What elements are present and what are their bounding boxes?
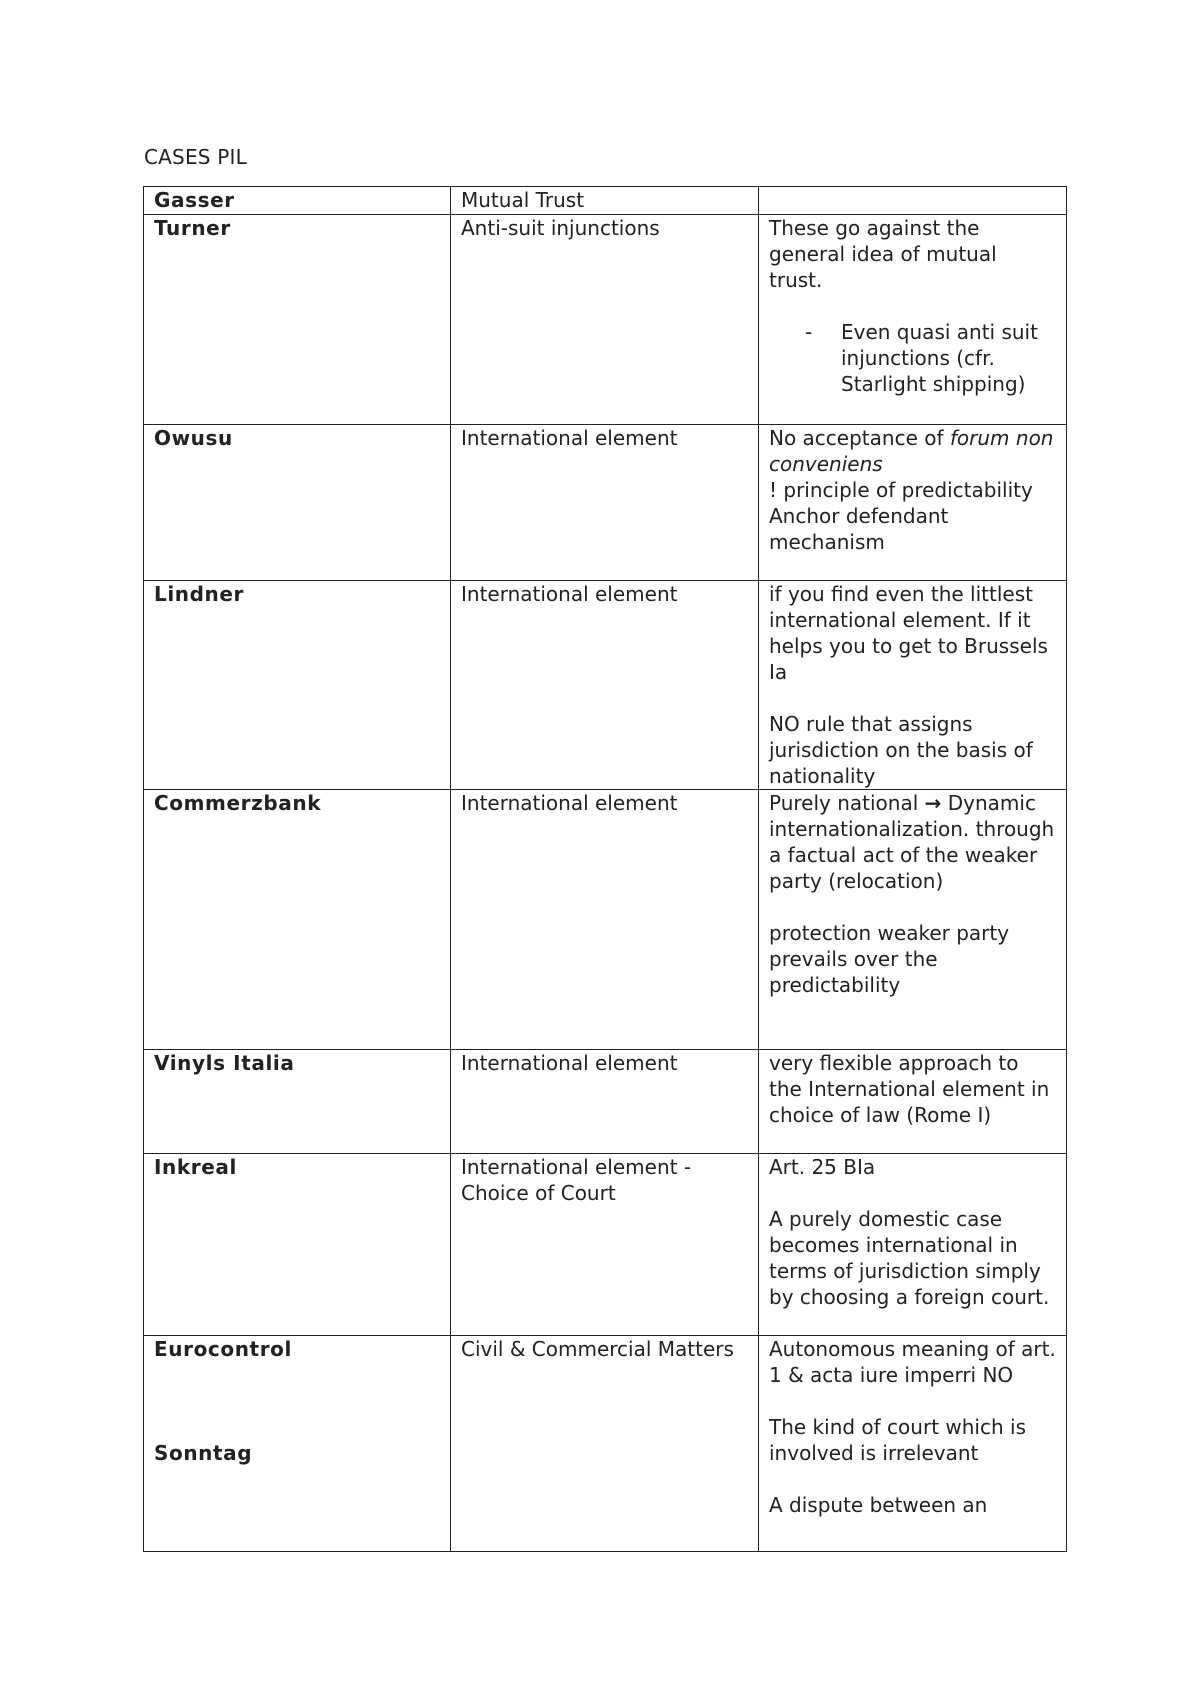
case-notes-paragraph: ! principle of predictability bbox=[769, 478, 1033, 502]
case-name-cell bbox=[144, 1154, 451, 1336]
case-name-cell bbox=[144, 187, 451, 215]
notes-cell bbox=[759, 581, 1067, 790]
notes-text: No acceptance of bbox=[769, 426, 950, 450]
case-notes-paragraph bbox=[769, 425, 1056, 477]
notes-text: Dynamic internationalization. through a factual act of the weaker party (relocation) bbox=[769, 791, 1055, 893]
topic-cell bbox=[451, 790, 759, 1050]
case-topic: Civil & Commercial Matters bbox=[461, 1337, 734, 1361]
case-topic: International element - Choice of Court bbox=[461, 1155, 692, 1205]
table-row bbox=[144, 1050, 1067, 1154]
blank-line bbox=[769, 685, 1056, 711]
case-name: Turner bbox=[154, 216, 231, 240]
case-name: Commerzbank bbox=[154, 791, 322, 815]
table-row bbox=[144, 1154, 1067, 1336]
case-name-cell bbox=[144, 1336, 451, 1552]
case-topic: International element bbox=[461, 1051, 678, 1075]
topic-cell bbox=[451, 425, 759, 581]
case-name: Eurocontrol bbox=[154, 1337, 292, 1361]
case-name: Owusu bbox=[154, 426, 233, 450]
notes-cell bbox=[759, 790, 1067, 1050]
notes-cell bbox=[759, 425, 1067, 581]
case-notes-paragraph: The kind of court which is involved is irrelevant bbox=[769, 1415, 1026, 1465]
notes-dash-list bbox=[769, 319, 1056, 397]
topic-cell bbox=[451, 1336, 759, 1552]
case-name-cell bbox=[144, 581, 451, 790]
case-name: Lindner bbox=[154, 582, 245, 606]
table-row bbox=[144, 215, 1067, 425]
case-name-cell bbox=[144, 790, 451, 1050]
cases-table bbox=[143, 186, 1067, 1552]
case-name-secondary: Sonntag bbox=[154, 1441, 253, 1465]
blank-line bbox=[769, 894, 1056, 920]
case-topic: International element bbox=[461, 426, 678, 450]
notes-cell bbox=[759, 215, 1067, 425]
topic-cell bbox=[451, 1050, 759, 1154]
notes-italic-term: forum non conveniens bbox=[769, 426, 1054, 476]
case-notes-paragraph: very flexible approach to the International element in choice of law (Rome I) bbox=[769, 1051, 1050, 1127]
table-row bbox=[144, 425, 1067, 581]
blank-line bbox=[769, 1466, 1056, 1492]
blank-line bbox=[769, 293, 1056, 319]
table-row bbox=[144, 790, 1067, 1050]
notes-cell bbox=[759, 187, 1067, 215]
notes-cell bbox=[759, 1154, 1067, 1336]
case-notes-paragraph: protection weaker party prevails over the predictability bbox=[769, 921, 1010, 997]
table-row bbox=[144, 581, 1067, 790]
notes-cell bbox=[759, 1336, 1067, 1552]
topic-cell bbox=[451, 581, 759, 790]
table-row bbox=[144, 1336, 1067, 1552]
case-topic: Anti-suit injunctions bbox=[461, 216, 660, 240]
topic-cell bbox=[451, 1154, 759, 1336]
blank-line bbox=[769, 1180, 1056, 1206]
blank-line bbox=[154, 1362, 440, 1388]
case-notes-paragraph: Anchor defendant mechanism bbox=[769, 504, 949, 554]
blank-line bbox=[154, 1388, 440, 1414]
case-notes-paragraph: A dispute between an bbox=[769, 1493, 988, 1517]
case-notes-paragraph: Art. 25 BIa bbox=[769, 1155, 876, 1179]
case-notes-paragraph: if you find even the littlest international element. If it helps you to get to Brussels Ia bbox=[769, 582, 1048, 684]
case-name-cell bbox=[144, 215, 451, 425]
case-notes-paragraph: These go against the general idea of mutual trust. bbox=[769, 216, 997, 292]
document-title: CASES PIL bbox=[144, 145, 247, 169]
blank-line bbox=[154, 1414, 440, 1440]
case-notes-paragraph: NO rule that assigns jurisdiction on the basis of nationality bbox=[769, 712, 1033, 788]
case-notes-paragraph bbox=[769, 790, 1056, 894]
case-name-cell bbox=[144, 425, 451, 581]
list-item: - Even quasi anti suit injunctions (cfr. Starlight shipping) bbox=[841, 319, 1056, 397]
case-notes-paragraph: A purely domestic case becomes international in terms of jurisdiction simply by choosing a foreign court. bbox=[769, 1207, 1050, 1309]
notes-text: Purely national bbox=[769, 791, 925, 815]
topic-cell bbox=[451, 215, 759, 425]
case-topic: International element bbox=[461, 791, 678, 815]
case-name: Inkreal bbox=[154, 1155, 237, 1179]
case-name: Gasser bbox=[154, 188, 235, 212]
case-notes-paragraph: Autonomous meaning of art. 1 & acta iure imperri NO bbox=[769, 1337, 1056, 1387]
topic-cell bbox=[451, 187, 759, 215]
case-name: Vinyls Italia bbox=[154, 1051, 295, 1075]
table-row bbox=[144, 187, 1067, 215]
notes-cell bbox=[759, 1050, 1067, 1154]
blank-line bbox=[769, 1388, 1056, 1414]
case-topic: Mutual Trust bbox=[461, 188, 585, 212]
case-name-cell bbox=[144, 1050, 451, 1154]
arrow-right-icon: → bbox=[924, 791, 942, 815]
case-topic: International element bbox=[461, 582, 678, 606]
